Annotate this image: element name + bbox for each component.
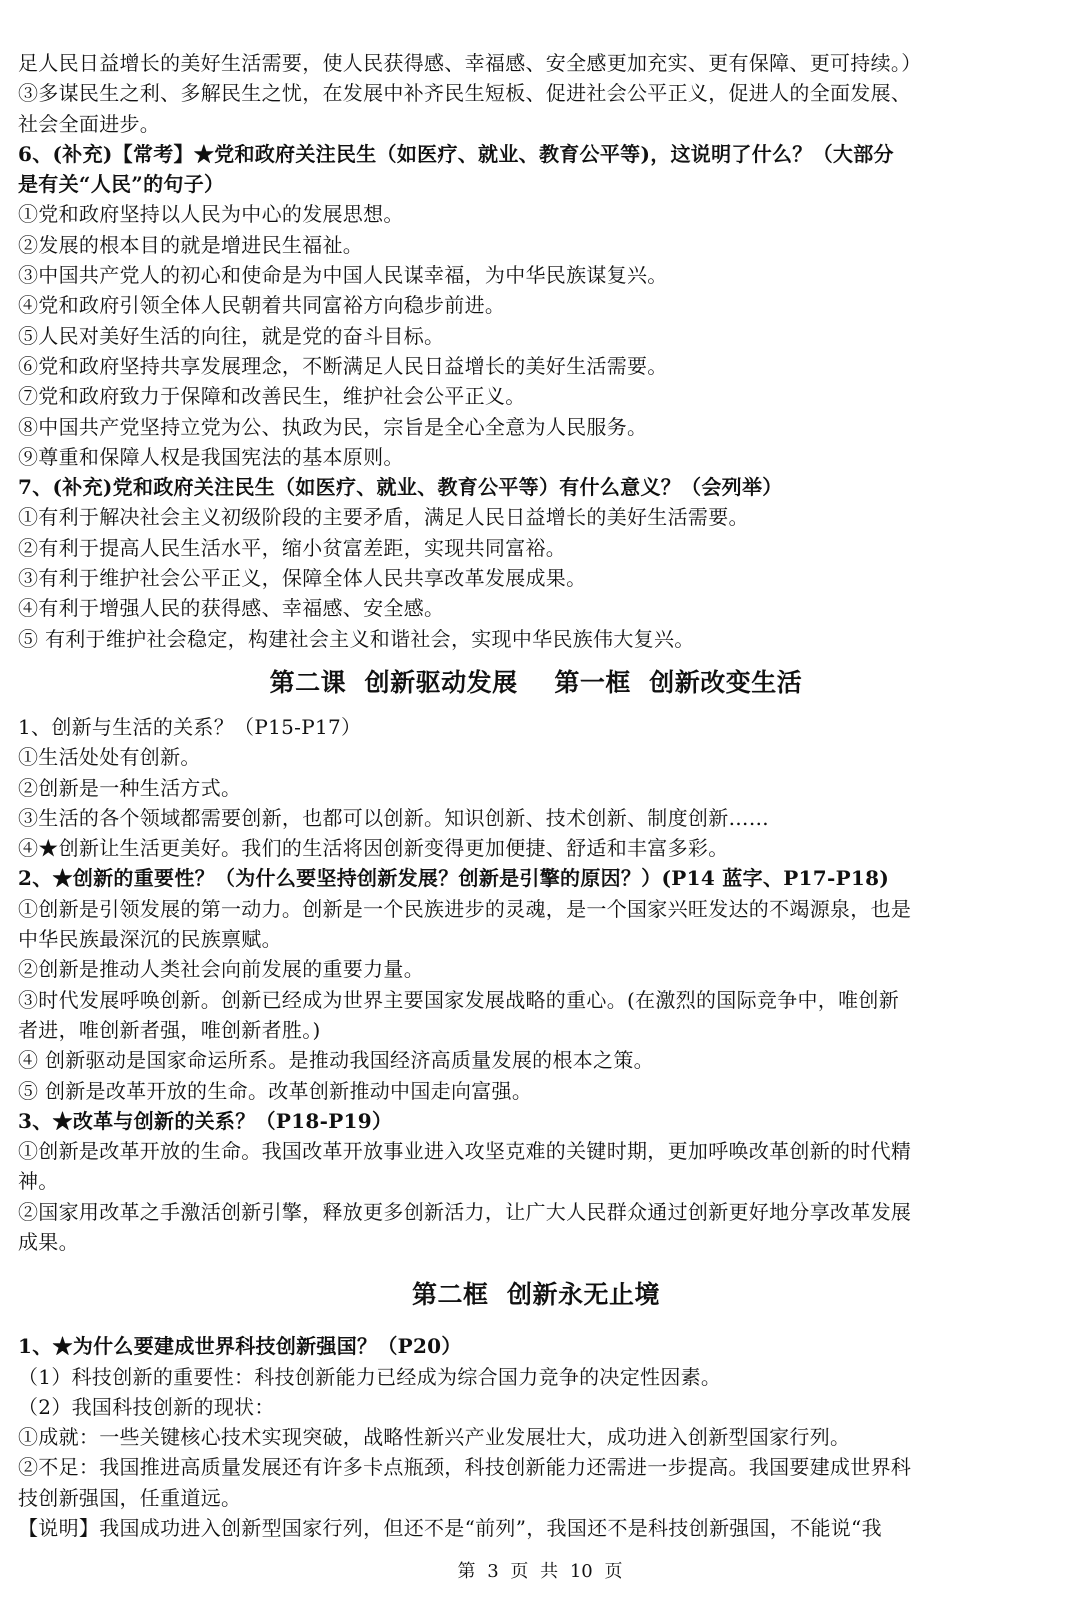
- list-item: 者进，唯创新者强，唯创新者胜。): [18, 1017, 321, 1042]
- question-heading: 7、(补充)党和政府关注民生（如医疗、就业、教育公平等）有什么意义？（会列举）: [18, 475, 783, 500]
- page-number-footer: 第 3 页 共 10 页: [457, 1561, 623, 1582]
- list-item: ①创新是改革开放的生命。我国改革开放事业进入攻坚克难的关键时期，更加呼唤改革创新的时代精: [18, 1139, 912, 1164]
- question-heading: 是有关“人民”的句子）: [18, 172, 225, 197]
- question-heading: 1、创新与生活的关系？（P15-P17）: [18, 714, 362, 739]
- list-item: ④党和政府引领全体人民朝着共同富裕方向稳步前进。: [18, 293, 506, 318]
- list-item: ⑤ 有利于维护社会稳定，构建社会主义和谐社会，实现中华民族伟大复兴。: [18, 626, 695, 651]
- list-item: 技创新强国，任重道远。: [18, 1485, 242, 1510]
- question-heading: 2、★创新的重要性？（为什么要坚持创新发展？创新是引擎的原因？）(P14 蓝字、P17-P18): [18, 866, 890, 891]
- list-item: ②不足：我国推进高质量发展还有许多卡点瓶颈，科技创新能力还需进一步提高。我国要建成世界科: [18, 1455, 912, 1480]
- list-item: ③生活的各个领域都需要创新，也都可以创新。知识创新、技术创新、制度创新……: [18, 805, 770, 830]
- question-heading: 6、(补充)【常考】★党和政府关注民生（如医疗、就业、教育公平等)，这说明了什么？（大部分: [18, 141, 894, 166]
- list-item: ①党和政府坚持以人民为中心的发展思想。: [18, 202, 404, 227]
- list-item: ②有利于提高人民生活水平，缩小贫富差距，实现共同富裕。: [18, 535, 567, 560]
- top-section: [18, 48, 1054, 654]
- list-item: ②发展的根本目的就是增进民生福祉。: [18, 232, 364, 257]
- list-item: （2）我国科技创新的现状：: [18, 1394, 275, 1419]
- list-item: ⑤人民对美好生活的向往，就是党的奋斗目标。: [18, 323, 445, 348]
- text-line: 社会全面进步。: [18, 111, 161, 136]
- list-item: ⑧中国共产党坚持立党为公、执政为民，宗旨是全心全意为人民服务。: [18, 414, 648, 439]
- frame2-section: [18, 1331, 1054, 1543]
- lesson-heading: 第二课 创新驱动发展 第一框 创新改变生活: [269, 667, 803, 697]
- list-item: ②国家用改革之手激活创新引擎，释放更多创新活力，让广大人民群众通过创新更好地分享改革发展: [18, 1199, 912, 1224]
- list-item: ①成就：一些关键核心技术实现突破，战略性新兴产业发展壮大，成功进入创新型国家行列。: [18, 1425, 851, 1450]
- list-item: 神。: [18, 1169, 59, 1194]
- list-item: ③有利于维护社会公平正义，保障全体人民共享改革发展成果。: [18, 566, 587, 591]
- list-item: ①生活处处有创新。: [18, 745, 201, 770]
- list-item: ②创新是推动人类社会向前发展的重要力量。: [18, 957, 424, 982]
- list-item: ④ 创新驱动是国家命运所系。是推动我国经济高质量发展的根本之策。: [18, 1048, 654, 1073]
- list-item: ③时代发展呼唤创新。创新已经成为世界主要国家发展战略的重心。(在激烈的国际竞争中，唯创新: [18, 987, 900, 1012]
- list-item: ⑦党和政府致力于保障和改善民生，维护社会公平正义。: [18, 384, 526, 409]
- list-item: ①有利于解决社会主义初级阶段的主要矛盾，满足人民日益增长的美好生活需要。: [18, 505, 749, 530]
- list-item: ②创新是一种生活方式。: [18, 775, 242, 800]
- list-item: ①创新是引领发展的第一动力。创新是一个民族进步的灵魂，是一个国家兴旺发达的不竭源泉，也是: [18, 896, 912, 921]
- list-item: ③中国共产党人的初心和使命是为中国人民谋幸福，为中华民族谋复兴。: [18, 263, 668, 288]
- text-line: ③多谋民生之利、多解民生之忧，在发展中补齐民生短板、促进社会公平正义，促进人的全面发展、: [18, 81, 912, 106]
- list-item: 成果。: [18, 1229, 79, 1254]
- question-heading: 3、★改革与创新的关系？（P18-P19）: [18, 1108, 393, 1133]
- question-heading: 1、★为什么要建成世界科技创新强国？（P20）: [18, 1334, 462, 1359]
- list-item: ⑥党和政府坚持共享发展理念，不断满足人民日益增长的美好生活需要。: [18, 353, 668, 378]
- list-item: ④有利于增强人民的获得感、幸福感、安全感。: [18, 596, 445, 621]
- list-item: ④★创新让生活更美好。我们的生活将因创新变得更加便捷、舒适和丰富多彩。: [18, 836, 729, 861]
- frame-heading: 第二框 创新永无止境: [412, 1280, 660, 1310]
- lesson-section: [18, 712, 1054, 1257]
- note-line: 【说明】我国成功进入创新型国家行列，但还不是“前列”，我国还不是科技创新强国，不能说“我: [18, 1516, 882, 1541]
- list-item: ⑤ 创新是改革开放的生命。改革创新推动中国走向富强。: [18, 1078, 533, 1103]
- list-item: （1）科技创新的重要性：科技创新能力已经成为综合国力竞争的决定性因素。: [18, 1364, 722, 1389]
- text-line: 足人民日益增长的美好生活需要，使人民获得感、幸福感、安全感更加充实、更有保障、更可持续。）: [18, 51, 922, 75]
- list-item: ⑨尊重和保障人权是我国宪法的基本原则。: [18, 444, 404, 469]
- list-item: 中华民族最深沉的民族禀赋。: [18, 927, 282, 952]
